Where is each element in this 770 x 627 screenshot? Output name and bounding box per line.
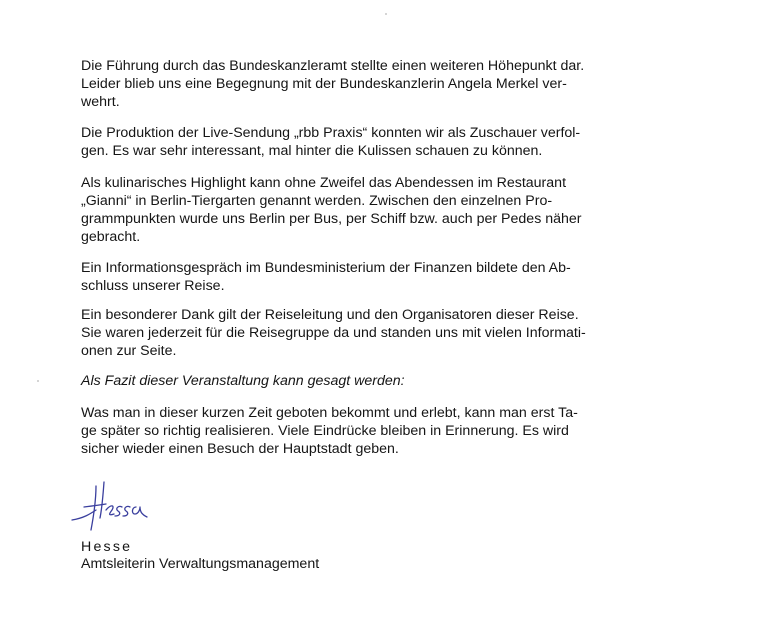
text-line: Leider blieb uns eine Begegnung mit der Bundeskanzlerin Angela Merkel ver-	[81, 76, 567, 92]
signer-name: Hesse	[81, 539, 133, 555]
text-line: „Gianni“ in Berlin-Tiergarten genannt werden. Zwischen den einzelnen Pro-	[81, 193, 553, 209]
text-line: gebracht.	[81, 229, 141, 245]
paragraph-conclusion	[81, 404, 621, 458]
text-line: Sie waren jederzeit für die Reisegruppe da und standen uns mit vielen Informati-	[81, 325, 586, 341]
paragraph-dinner	[81, 174, 621, 246]
text-line: Die Führung durch das Bundeskanzleramt stellte einen weiteren Höhepunkt dar.	[81, 58, 585, 74]
text-line: Als kulinarisches Highlight kann ohne Zweifel das Abendessen im Restaurant	[81, 175, 567, 191]
scan-speck	[37, 380, 39, 382]
text-line: Ein besonderer Dank gilt der Reiseleitung und den Organisatoren dieser Reise.	[81, 307, 579, 323]
paragraph-conclusion-heading	[81, 372, 621, 390]
text-line: ge später so richtig realisieren. Viele Eindrücke bleiben in Erinnerung. Es wird	[81, 423, 569, 439]
text-line: gen. Es war sehr interessant, mal hinter die Kulissen schauen zu können.	[81, 143, 543, 159]
text-line: wehrt.	[81, 94, 120, 110]
text-line: Als Fazit dieser Veranstaltung kann gesagt werden:	[81, 373, 405, 389]
paragraph-chancellery	[81, 57, 621, 111]
text-line: schluss unserer Reise.	[81, 278, 225, 294]
signer-title: Amtsleiterin Verwaltungsmanagement	[81, 556, 320, 572]
text-line: Ein Informationsgespräch im Bundesministerium der Finanzen bildete den Ab-	[81, 260, 571, 276]
paragraph-finance-ministry	[81, 259, 621, 295]
text-line: Was man in dieser kurzen Zeit geboten bekommt und erlebt, kann man erst Ta-	[81, 405, 578, 421]
text-line: onen zur Seite.	[81, 343, 177, 359]
scan-speck	[385, 13, 387, 15]
handwritten-signature	[62, 474, 172, 538]
paragraph-tv-production	[81, 124, 621, 160]
paragraph-thanks	[81, 306, 621, 360]
text-line: sicher wieder einen Besuch der Hauptstadt geben.	[81, 441, 399, 457]
text-line: grammpunkten wurde uns Berlin per Bus, per Schiff bzw. auch per Pedes näher	[81, 211, 582, 227]
text-line: Die Produktion der Live-Sendung „rbb Praxis“ konnten wir als Zuschauer verfol-	[81, 125, 581, 141]
